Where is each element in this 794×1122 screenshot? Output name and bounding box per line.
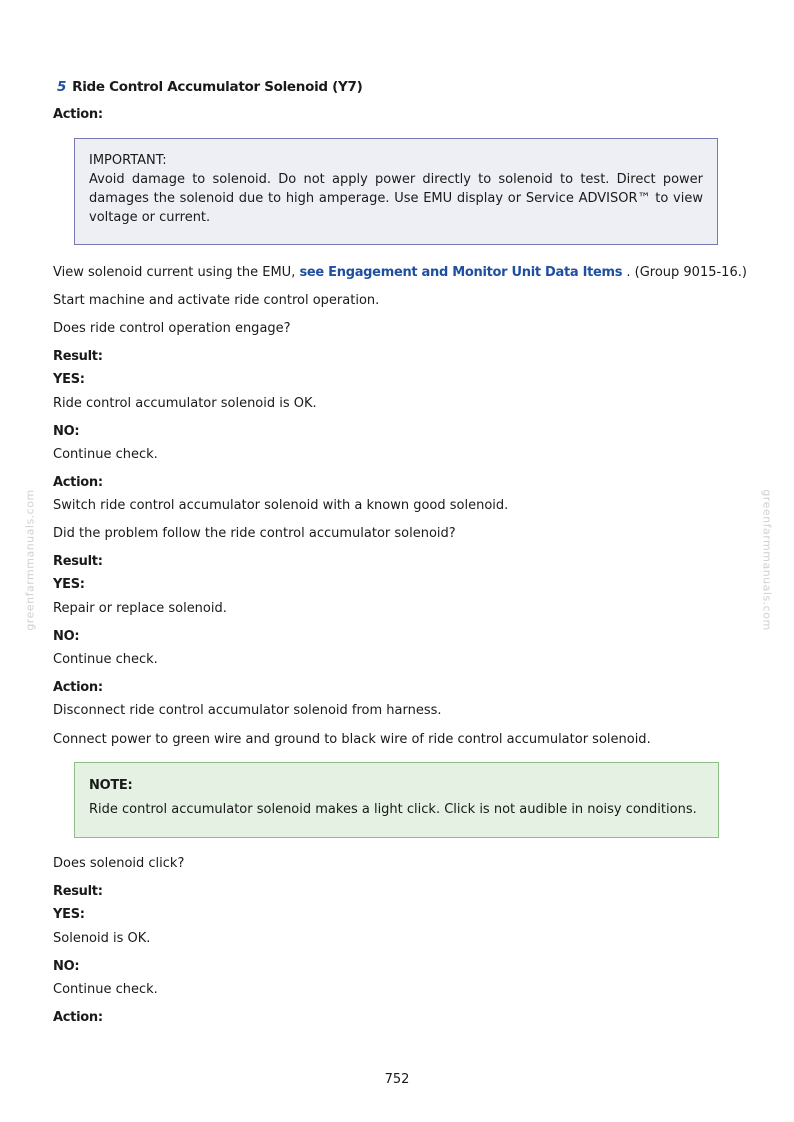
action-label: Action: bbox=[53, 1010, 103, 1025]
action-label: Action: bbox=[53, 680, 103, 695]
question-text: Does ride control operation engage? bbox=[53, 321, 291, 336]
section-number: 5 bbox=[57, 79, 67, 95]
result-label: Result: bbox=[53, 884, 103, 899]
note-label: NOTE: bbox=[89, 778, 133, 793]
action-label: Action: bbox=[53, 475, 103, 490]
note-box bbox=[74, 762, 719, 838]
important-label: IMPORTANT: bbox=[89, 153, 167, 168]
yes-text: Repair or replace solenoid. bbox=[53, 601, 227, 616]
yes-label: YES: bbox=[53, 907, 85, 922]
yes-text: Ride control accumulator solenoid is OK. bbox=[53, 396, 317, 411]
no-label: NO: bbox=[53, 629, 80, 644]
no-label: NO: bbox=[53, 424, 80, 439]
important-box bbox=[74, 138, 718, 245]
view-current-suffix: . (Group 9015-16.) bbox=[622, 265, 747, 280]
section-heading bbox=[57, 79, 362, 95]
no-text: Continue check. bbox=[53, 447, 158, 462]
result-label: Result: bbox=[53, 349, 103, 364]
yes-label: YES: bbox=[53, 372, 85, 387]
step-text: Connect power to green wire and ground to black wire of ride control accumulator solenoid. bbox=[53, 732, 651, 747]
important-text: Avoid damage to solenoid. Do not apply power directly to solenoid to test. Direct power damages the solenoid due to high amperage. Use EMU display or Service ADVISOR™ to view voltage or current. bbox=[89, 172, 703, 225]
no-text: Continue check. bbox=[53, 982, 158, 997]
question-text: Does solenoid click? bbox=[53, 856, 185, 871]
yes-label: YES: bbox=[53, 577, 85, 592]
yes-text: Solenoid is OK. bbox=[53, 931, 151, 946]
engagement-monitor-link[interactable]: see Engagement and Monitor Unit Data Items bbox=[299, 265, 623, 280]
question-text: Did the problem follow the ride control accumulator solenoid? bbox=[53, 526, 456, 541]
watermark-right: greenfarmmanuals.com bbox=[760, 489, 774, 631]
result-label: Result: bbox=[53, 554, 103, 569]
action-label: Action: bbox=[53, 107, 103, 122]
view-current-text: View solenoid current using the EMU, bbox=[53, 265, 300, 280]
view-current-line bbox=[53, 264, 747, 282]
no-label: NO: bbox=[53, 959, 80, 974]
step-text: Switch ride control accumulator solenoid with a known good solenoid. bbox=[53, 498, 509, 513]
note-text: Ride control accumulator solenoid makes a light click. Click is not audible in noisy conditions. bbox=[89, 802, 697, 817]
no-text: Continue check. bbox=[53, 652, 158, 667]
step-text: Start machine and activate ride control operation. bbox=[53, 293, 380, 308]
page-number: 752 bbox=[384, 1072, 410, 1087]
step-text: Disconnect ride control accumulator solenoid from harness. bbox=[53, 703, 442, 718]
watermark-left: greenfarmmanuals.com bbox=[23, 489, 37, 631]
section-title: Ride Control Accumulator Solenoid (Y7) bbox=[72, 79, 363, 95]
